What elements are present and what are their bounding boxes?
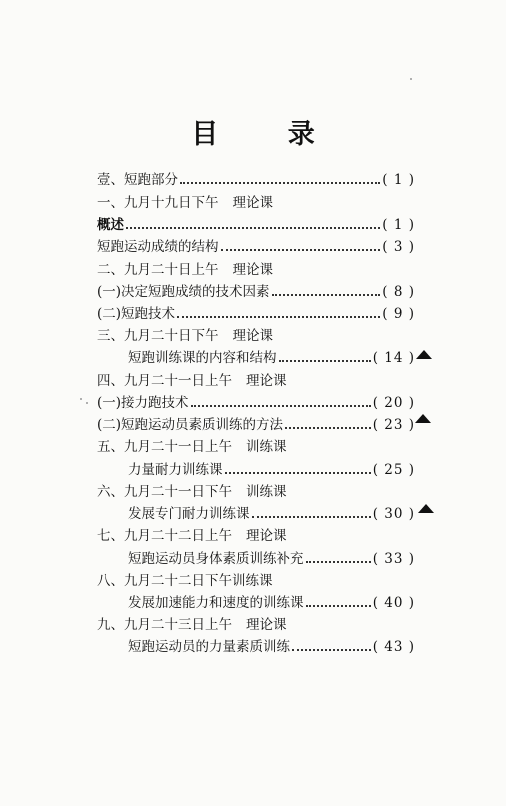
leader-dots (225, 472, 371, 474)
section-heading-type: 训练课 (246, 484, 287, 500)
leader-dots (180, 182, 380, 184)
toc-entry-label: (二)短跑技术 (97, 306, 176, 322)
section-heading-date: 七、九月二十二日上午 (97, 528, 232, 544)
section-heading-type: 理论课 (246, 528, 287, 544)
scan-speck (410, 78, 412, 80)
leader-dots (285, 427, 371, 429)
section-heading-date: 六、九月二十一日下午 (97, 484, 232, 500)
toc-entry[interactable] (128, 545, 415, 567)
scan-speck (80, 398, 82, 400)
triangle-mark-icon (416, 350, 432, 359)
toc-entry[interactable] (128, 633, 415, 655)
section-heading-type: 理论课 (246, 373, 287, 389)
section-heading-type: 理论课 (232, 262, 273, 278)
toc-entry-label: (一)决定短跑成绩的技术因素 (97, 284, 270, 300)
toc-entry-label: (一)接力跑技术 (97, 395, 189, 411)
leader-dots (306, 605, 371, 607)
toc-entry-page: ( 23 ) (372, 417, 415, 433)
section-heading-date: 八、九月二十二日下午训练课 (97, 573, 273, 589)
toc-entry-label: 概述 (97, 217, 124, 233)
leader-dots (272, 294, 381, 296)
section-heading-date: 二、九月二十日上午 (97, 262, 219, 278)
section-heading-type: 理论课 (232, 328, 273, 344)
toc-entry[interactable] (128, 344, 415, 366)
toc-entry-page: ( 20 ) (372, 395, 415, 411)
toc-entry-page: ( 1 ) (382, 217, 415, 233)
toc-entry[interactable] (97, 211, 415, 233)
toc-entry-page: ( 25 ) (372, 462, 415, 478)
leader-dots (306, 561, 371, 563)
toc-entry-label: 短跑运动员身体素质训练补充 (128, 551, 304, 567)
toc-entry-label: 短跑运动员的力量素质训练 (128, 639, 290, 655)
toc-entry-label: (二)短跑运动员素质训练的方法 (97, 417, 284, 433)
section-heading-date: 五、九月二十一日上午 (97, 439, 232, 455)
toc-entry[interactable] (97, 389, 415, 411)
section-heading (97, 567, 273, 589)
toc-entry[interactable] (97, 233, 415, 255)
section-heading-date: 三、九月二十日下午 (97, 328, 219, 344)
toc-entry-page: ( 3 ) (382, 239, 415, 255)
leader-dots (252, 516, 371, 518)
section-heading-date: 四、九月二十一日上午 (97, 373, 232, 389)
toc-entry[interactable] (97, 278, 415, 300)
toc-entry-page: ( 9 ) (382, 306, 415, 322)
scan-speck (86, 402, 88, 404)
leader-dots (126, 227, 380, 229)
leader-dots (279, 360, 371, 362)
section-heading (97, 433, 287, 455)
toc-entry[interactable] (97, 300, 415, 322)
toc-entry-page: ( 8 ) (382, 284, 415, 300)
toc-entry-label: 力量耐力训练课 (128, 462, 223, 478)
toc-entry-label: 壹、短跑部分 (97, 172, 178, 188)
toc-entry[interactable] (97, 166, 415, 188)
section-heading-date: 一、九月十九日下午 (97, 195, 219, 211)
section-heading (97, 611, 287, 633)
leader-dots (292, 649, 371, 651)
section-heading-type: 训练课 (246, 439, 287, 455)
section-heading (97, 322, 273, 344)
page-title: 目 录 (191, 119, 345, 150)
triangle-mark-icon (415, 414, 431, 423)
toc-entry-page: ( 14 ) (372, 350, 415, 366)
section-heading-date: 九、九月二十三日上午 (97, 617, 232, 633)
section-heading (97, 522, 287, 544)
section-heading-type: 理论课 (246, 617, 287, 633)
toc-entry[interactable] (97, 411, 415, 433)
toc-entry-label: 短跑运动成绩的结构 (97, 239, 219, 255)
toc-entry-page: ( 40 ) (372, 595, 415, 611)
toc-entry[interactable] (128, 456, 415, 478)
leader-dots (177, 316, 380, 318)
section-heading (97, 189, 273, 211)
section-heading (97, 367, 287, 389)
toc-entry-page: ( 43 ) (372, 639, 415, 655)
toc-entry-page: ( 1 ) (382, 172, 415, 188)
section-heading (97, 256, 273, 278)
toc-entry-label: 短跑训练课的内容和结构 (128, 350, 277, 366)
toc-entry-page: ( 33 ) (372, 551, 415, 567)
toc-entry-label: 发展加速能力和速度的训练课 (128, 595, 304, 611)
toc-entry[interactable] (128, 589, 415, 611)
toc-entry[interactable] (128, 500, 415, 522)
triangle-mark-icon (418, 504, 434, 513)
toc-entry-label: 发展专门耐力训练课 (128, 506, 250, 522)
toc-entry-page: ( 30 ) (372, 506, 415, 522)
section-heading-type: 理论课 (232, 195, 273, 211)
leader-dots (221, 249, 381, 251)
leader-dots (191, 405, 371, 407)
section-heading (97, 478, 287, 500)
